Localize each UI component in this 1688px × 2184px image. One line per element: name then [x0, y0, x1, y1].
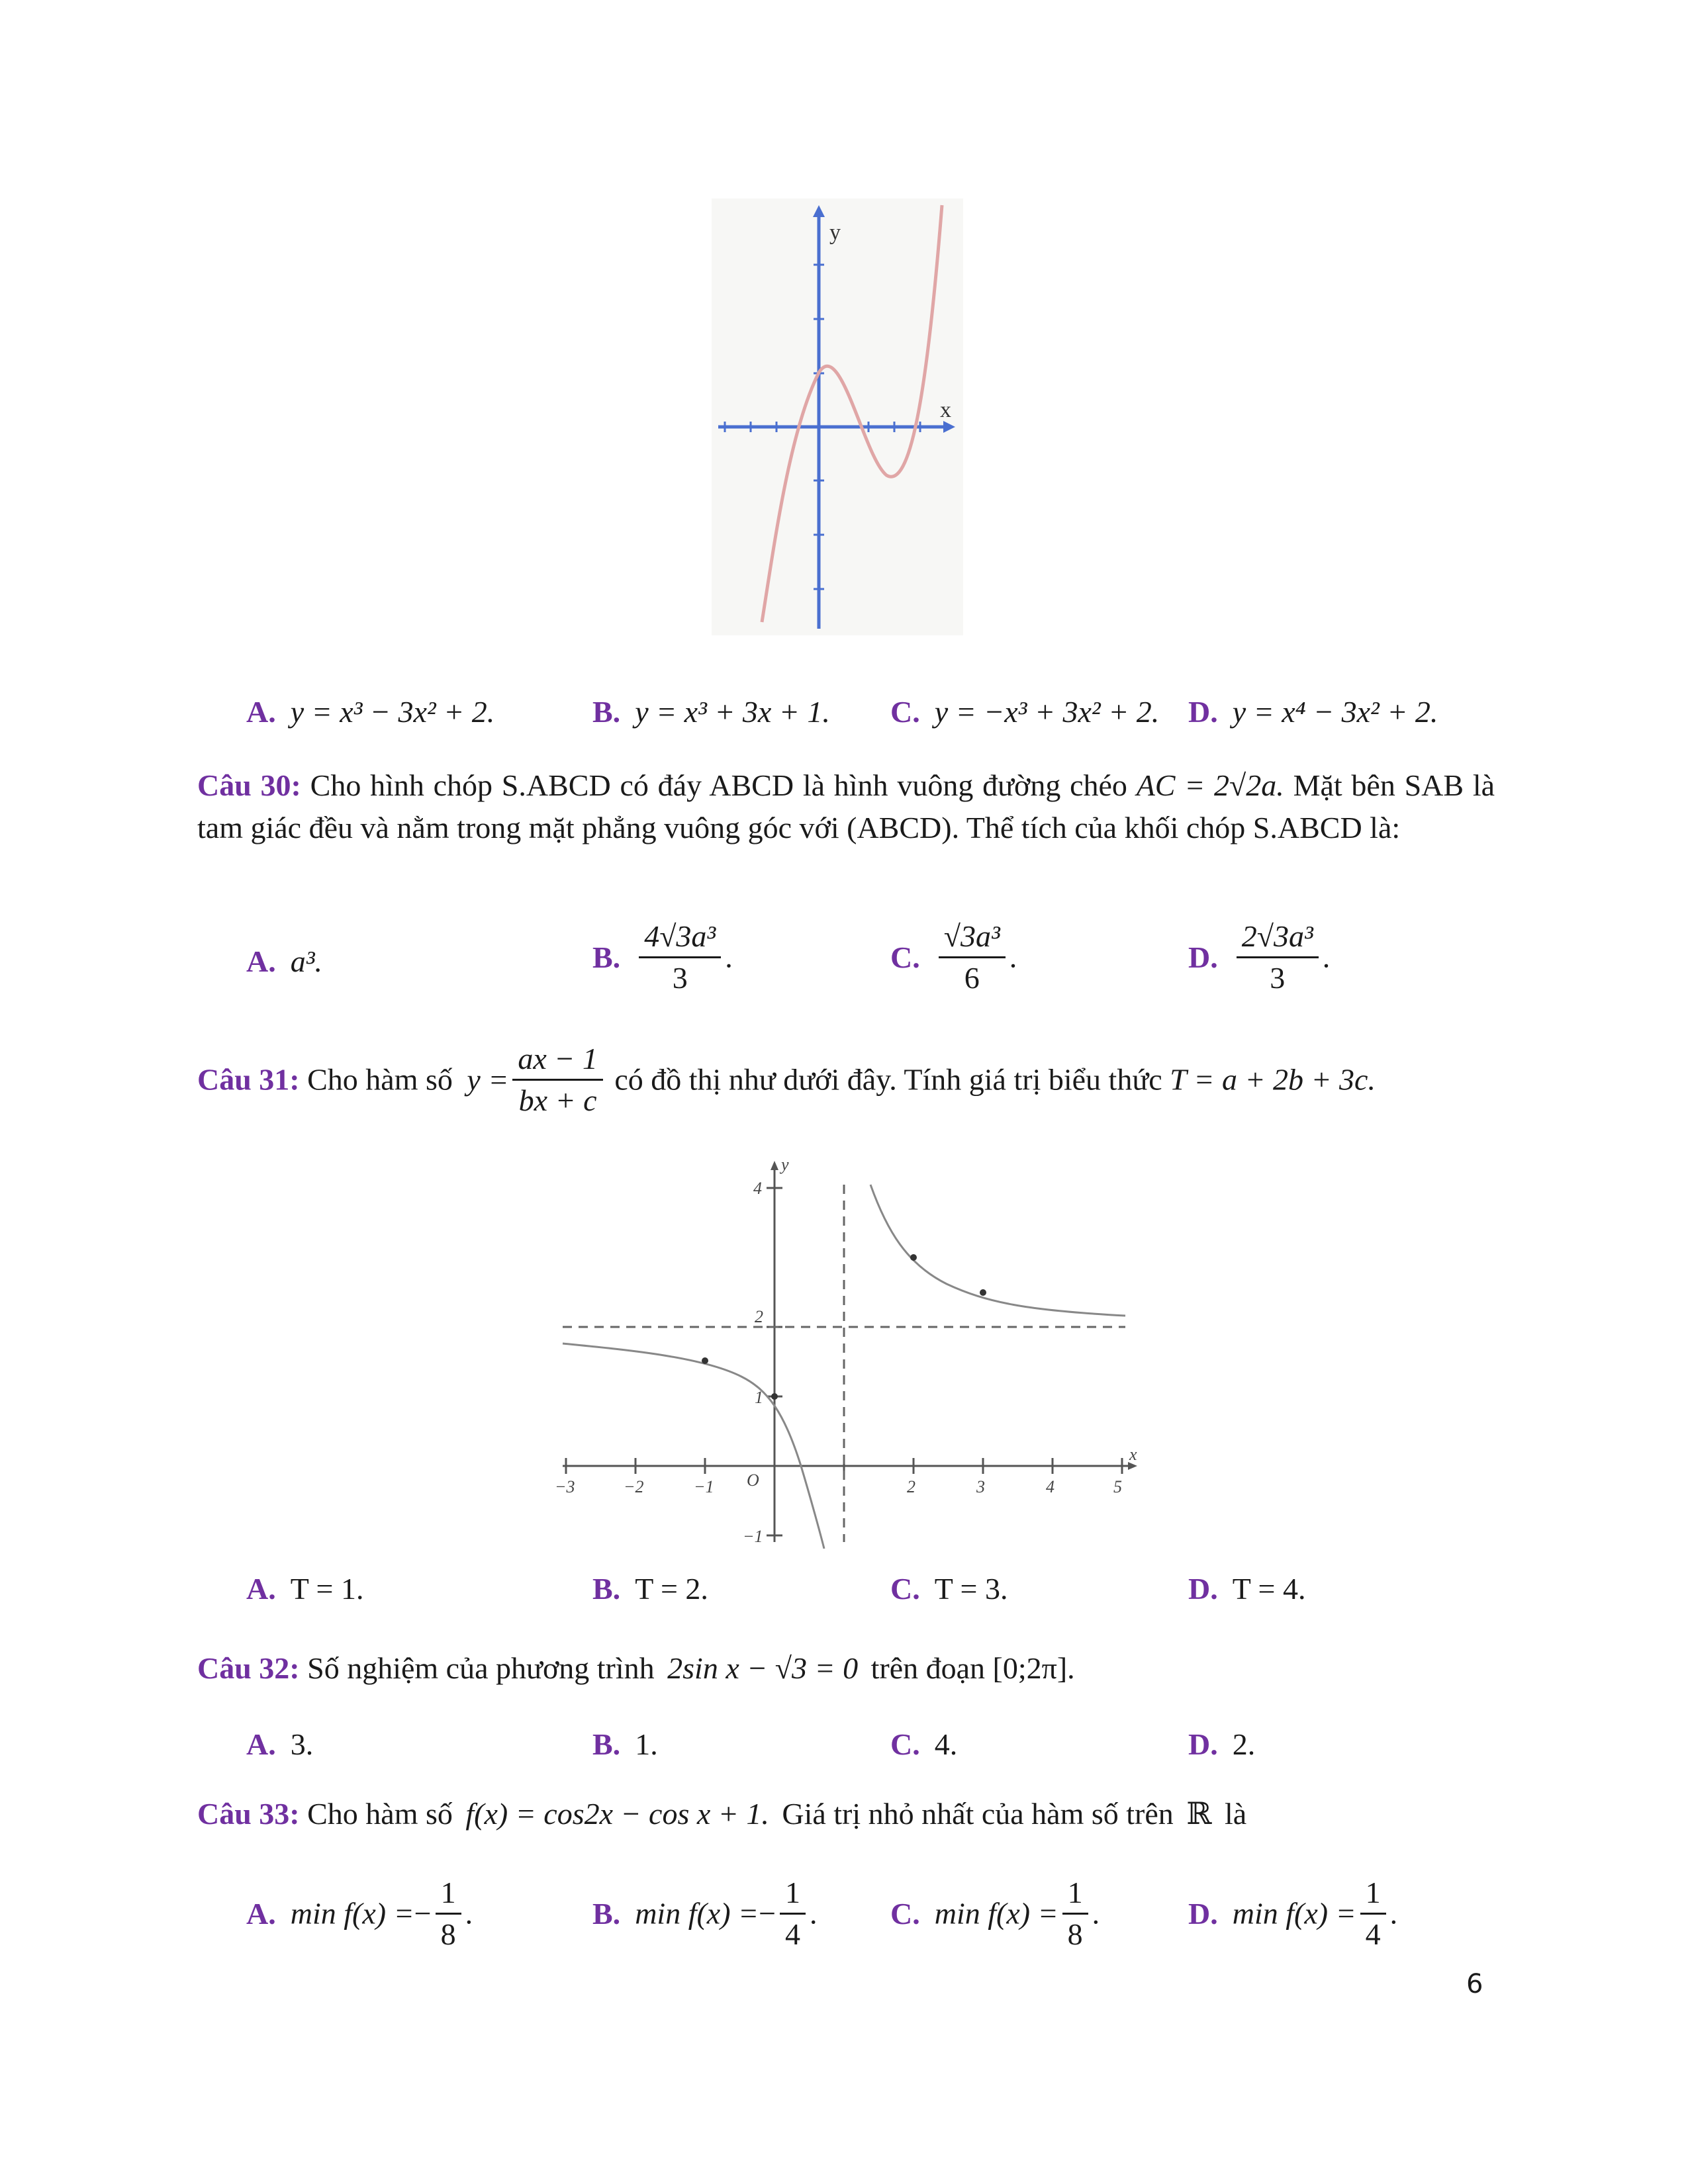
frac-denominator: 3 [1270, 961, 1286, 995]
min-prefix: min f(x) = [635, 1896, 759, 1931]
option-text: T = 4. [1232, 1572, 1306, 1606]
frac-denominator: 4 [1365, 1917, 1381, 1951]
min-prefix: min f(x) = [290, 1896, 414, 1931]
q30-option-d[interactable]: D. $\frac{\text{2√3a³}}{3}$ . [1188, 917, 1330, 998]
q30-option-b[interactable]: B. $\frac{\text{4√3a³}}{3}$ . [592, 917, 733, 998]
q30-stem [197, 764, 1495, 849]
option-text: a³. [290, 944, 323, 978]
frac-numerator: 1 [436, 1873, 461, 1915]
right-branch [870, 1185, 1125, 1316]
q30-text-1: Cho hình chóp S.ABCD có đáy ABCD là hình vuông đường chéo [310, 768, 1127, 802]
frac-numerator: 4√3a³ [639, 917, 721, 958]
graph2-y-label: y [781, 1155, 789, 1174]
option-text: y = x⁴ − 3x² + 2. [1232, 695, 1438, 729]
option-text: 1. [635, 1727, 658, 1761]
hyperbola-graph [549, 1152, 1145, 1549]
q29-option-a[interactable] [246, 692, 494, 733]
graph2-y-tick: 4 [753, 1179, 762, 1198]
q32-equation: 2sin x − √3 = 0 [667, 1651, 859, 1685]
option-text: y = x³ + 3x + 1. [635, 695, 830, 729]
q33-stem [197, 1794, 1246, 1835]
graph2-x-tick: 2 [907, 1477, 915, 1496]
frac-numerator: 2√3a³ [1237, 917, 1319, 958]
graph2-x-tick: −1 [694, 1477, 714, 1496]
option-letter: D. [1188, 1896, 1218, 1931]
graph2-x-tick: −2 [624, 1477, 644, 1496]
q33-option-a[interactable]: A. min f(x) =− $\frac{1}{8}$ . [246, 1873, 473, 1954]
q33-set-r: ℝ [1186, 1797, 1212, 1831]
option-letter: A. [246, 1896, 276, 1931]
q31-text-1: Cho hàm số [307, 1062, 453, 1097]
q33-option-b[interactable]: B. min f(x) =− $\frac{1}{4}$ . [592, 1873, 818, 1954]
option-letter: C. [890, 940, 920, 974]
min-prefix: min f(x) = [934, 1896, 1058, 1931]
page-number: 6 [1466, 1969, 1483, 1999]
option-letter: B. [592, 695, 621, 729]
q31-option-d[interactable] [1188, 1569, 1305, 1610]
q33-label: Câu 33: [197, 1797, 300, 1831]
frac-numerator: √3a³ [939, 917, 1006, 958]
q31-fn-denominator: bx + c [518, 1083, 597, 1117]
frac-denominator: 8 [1067, 1917, 1083, 1951]
graph2-x-tick: 5 [1113, 1477, 1122, 1496]
option-text: y = x³ − 3x² + 2. [290, 695, 495, 729]
q31-label: Câu 31: [197, 1062, 300, 1097]
q31-fn-lhs: y = [467, 1062, 509, 1097]
graph2-point [910, 1254, 917, 1261]
option-text: 3. [290, 1727, 314, 1761]
option-letter: B. [592, 1727, 621, 1761]
option-text: T = 1. [290, 1572, 364, 1606]
left-branch [563, 1343, 824, 1549]
graph2-y-tick: −1 [743, 1527, 763, 1546]
q30-label: Câu 30: [197, 768, 301, 802]
graph2-x-tick: −3 [555, 1477, 575, 1496]
q32-stem [197, 1648, 1075, 1689]
option-letter: D. [1188, 1572, 1218, 1606]
graph1-y-label: y [829, 220, 841, 245]
min-prefix: min f(x) = [1232, 1896, 1356, 1931]
q30-math-ac: AC = 2√2a. [1136, 768, 1284, 802]
option-letter: B. [592, 1572, 621, 1606]
option-letter: D. [1188, 695, 1218, 729]
option-text: y = −x³ + 3x² + 2. [934, 695, 1160, 729]
option-letter: A. [246, 944, 276, 978]
option-letter: B. [592, 940, 621, 974]
q31-option-b[interactable] [592, 1569, 708, 1610]
option-letter: A. [246, 695, 276, 729]
option-letter: C. [890, 695, 920, 729]
q31-option-a[interactable] [246, 1569, 363, 1610]
q33-text-2: Giá trị nhỏ nhất của hàm số trên [782, 1797, 1174, 1831]
frac-numerator: 1 [780, 1873, 806, 1915]
q31-stem [197, 1039, 1376, 1120]
q32-option-b[interactable] [592, 1724, 658, 1765]
graph2-point [702, 1357, 708, 1364]
q32-interval: [0;2π]. [992, 1651, 1075, 1685]
graph2-y-tick: 2 [755, 1307, 763, 1326]
graph2-y-tick: 1 [755, 1388, 763, 1407]
q29-option-d[interactable] [1188, 692, 1438, 733]
frac-denominator: 3 [672, 961, 688, 995]
q32-label: Câu 32: [197, 1651, 300, 1685]
option-letter: C. [890, 1896, 920, 1931]
q33-text-3: là [1225, 1797, 1247, 1831]
frac-denominator: 4 [785, 1917, 801, 1951]
q31-fn-numerator: ax − 1 [512, 1039, 602, 1081]
q33-option-d[interactable]: D. min f(x) = $\frac{1}{4}$ . [1188, 1873, 1397, 1954]
option-letter: D. [1188, 940, 1218, 974]
frac-denominator: 6 [964, 961, 980, 995]
graph1-x-label: x [940, 398, 951, 422]
q31-option-c[interactable] [890, 1569, 1008, 1610]
q32-option-d[interactable] [1188, 1724, 1255, 1765]
frac-numerator: 1 [1062, 1873, 1088, 1915]
min-sign: − [414, 1896, 432, 1931]
graph2-origin-label: O [747, 1471, 759, 1490]
q33-function: f(x) = cos2x − cos x + 1. [465, 1797, 769, 1831]
option-text: 2. [1232, 1727, 1256, 1761]
q30-option-a[interactable] [246, 941, 322, 982]
q32-option-c[interactable] [890, 1724, 957, 1765]
q31-text-2: có đồ thị như dưới đây. Tính giá trị biểu thức [614, 1062, 1162, 1097]
q31-expr: T = a + 2b + 3c. [1170, 1062, 1376, 1097]
frac-numerator: 1 [1360, 1873, 1386, 1915]
option-letter: D. [1188, 1727, 1218, 1761]
option-letter: B. [592, 1896, 621, 1931]
min-sign: − [759, 1896, 776, 1931]
q33-text-1: Cho hàm số [307, 1797, 453, 1831]
graph2-point [771, 1393, 778, 1400]
q32-option-a[interactable] [246, 1724, 313, 1765]
graph2-x-tick: 3 [976, 1477, 985, 1496]
option-letter: C. [890, 1572, 920, 1606]
frac-denominator: 8 [440, 1917, 456, 1951]
q32-text-1: Số nghiệm của phương trình [307, 1651, 655, 1685]
q29-option-b[interactable] [592, 692, 830, 733]
q30-text-2: Mặt bên SAB là tam giác đều và nằm trong mặt phẳng vuông góc với (ABCD). Thể tích của khối chóp S.ABCD là: [197, 768, 1495, 844]
q33-option-c[interactable]: C. min f(x) = $\frac{1}{8}$ . [890, 1873, 1100, 1954]
option-letter: C. [890, 1727, 920, 1761]
q32-text-2: trên đoạn [870, 1651, 986, 1685]
cubic-graph [712, 199, 963, 635]
q30-option-c[interactable]: C. $\frac{\text{√3a³}}{6}$ . [890, 917, 1017, 998]
graph2-point [980, 1289, 986, 1296]
graph2-x-label: x [1129, 1445, 1137, 1464]
q29-option-c[interactable] [890, 692, 1159, 733]
option-text: T = 2. [635, 1572, 708, 1606]
option-letter: A. [246, 1727, 276, 1761]
option-letter: A. [246, 1572, 276, 1606]
option-text: T = 3. [934, 1572, 1008, 1606]
graph2-x-tick: 4 [1046, 1477, 1055, 1496]
option-text: 4. [934, 1727, 958, 1761]
